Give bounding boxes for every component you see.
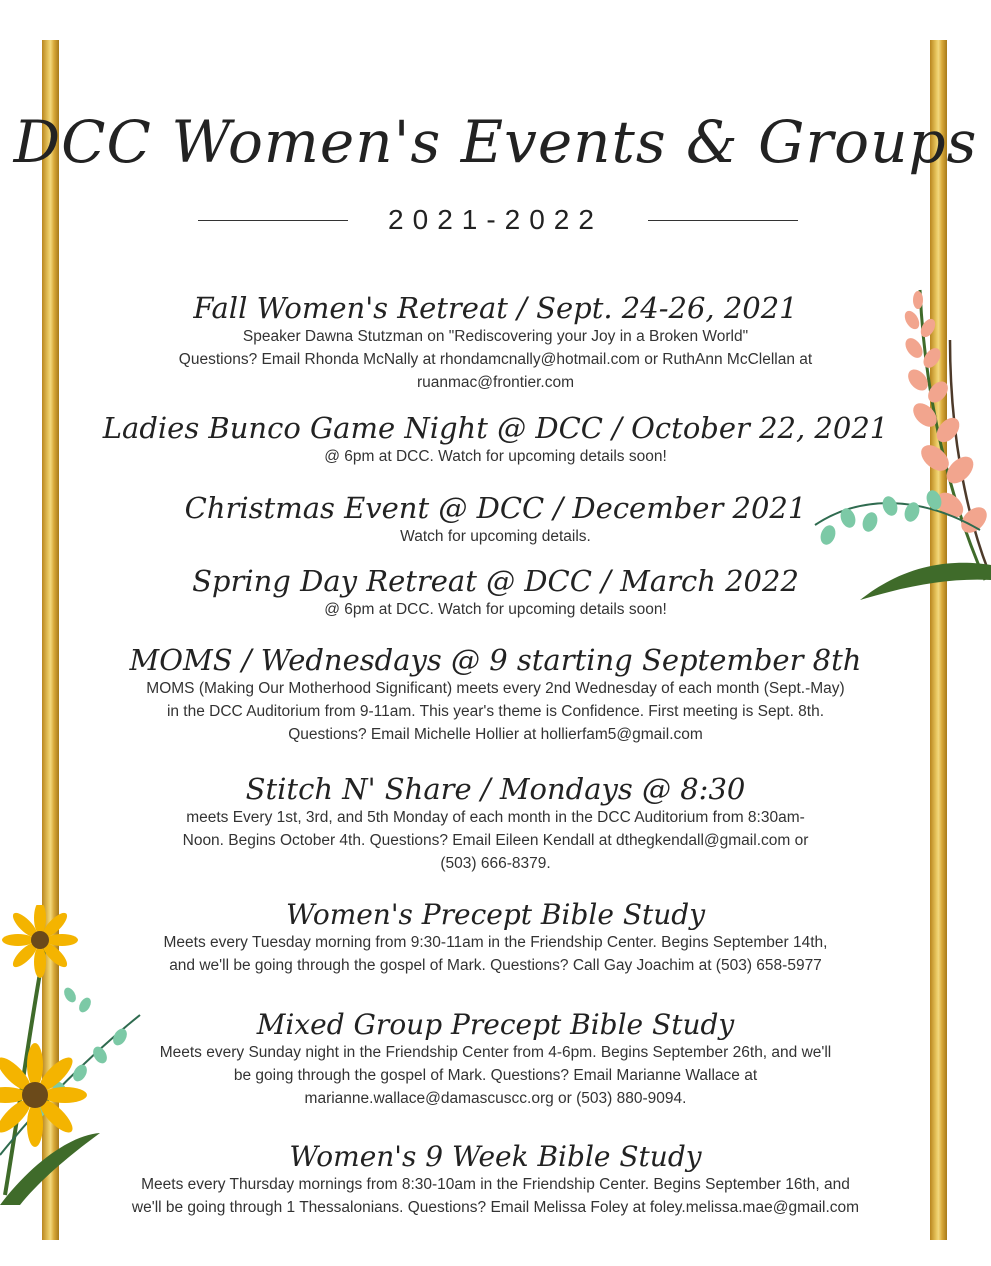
event-9-week-study: [100, 1142, 891, 1219]
event-line: Questions? Email Rhonda McNally at rhondamcnally@hotmail.com or RuthAnn McClellan at: [178, 350, 813, 368]
event-line: Meets every Thursday mornings from 8:30-10am in the Friendship Center. Begins September 16th, and: [141, 1175, 850, 1193]
year-divider-right: [648, 220, 798, 221]
event-stitch-n-share: [100, 774, 891, 875]
event-line: be going through the gospel of Mark. Questions? Email Marianne Wallace at: [233, 1066, 758, 1084]
event-title: Stitch N' Share / Mondays @ 8:30: [245, 772, 746, 806]
event-line: meets Every 1st, 3rd, and 5th Monday of each month in the DCC Auditorium from 8:30am-: [186, 808, 805, 826]
event-womens-precept: [100, 900, 891, 977]
event-line: @ 6pm at DCC. Watch for upcoming details soon!: [324, 600, 667, 618]
event-line: Meets every Tuesday morning from 9:30-11am in the Friendship Center. Begins September 14th,: [163, 933, 828, 951]
event-mixed-precept: [100, 1010, 891, 1110]
event-line: Noon. Begins October 4th. Questions? Email Eileen Kendall at dthegkendall@gmail.com or: [182, 831, 809, 849]
event-title: MOMS / Wednesdays @ 9 starting September 8th: [129, 643, 862, 677]
event-line: Speaker Dawna Stutzman on "Rediscovering your Joy in a Broken World": [242, 327, 749, 345]
page-title: DCC Women's Events & Groups: [13, 108, 978, 176]
event-moms: [100, 645, 891, 746]
event-title: Mixed Group Precept Bible Study: [256, 1008, 735, 1041]
event-line: marianne.wallace@damascuscc.org or (503) 880-9094.: [304, 1089, 687, 1107]
year-label: 2021-2022: [388, 204, 603, 235]
event-christmas: [100, 493, 891, 548]
event-line: MOMS (Making Our Motherhood Significant) meets every 2nd Wednesday of each month (Sept.-May): [146, 679, 845, 697]
event-title: Women's 9 Week Bible Study: [289, 1140, 702, 1173]
year-row: [0, 200, 991, 240]
event-title: Ladies Bunco Game Night @ DCC / October 22, 2021: [102, 411, 889, 445]
event-line: Watch for upcoming details.: [400, 527, 591, 545]
event-line: we'll be going through 1 Thessalonians. Questions? Email Melissa Foley at foley.melissa.mae@gmail.com: [131, 1198, 860, 1216]
event-line: (503) 666-8379.: [440, 854, 551, 872]
event-title: Fall Women's Retreat / Sept. 24-26, 2021: [193, 291, 798, 325]
event-line: and we'll be going through the gospel of Mark. Questions? Call Gay Joachim at (503) 658-5977: [169, 956, 822, 974]
event-line: @ 6pm at DCC. Watch for upcoming details soon!: [324, 447, 667, 465]
event-bunco-night: [100, 413, 891, 468]
event-title: Christmas Event @ DCC / December 2021: [184, 491, 807, 525]
event-line: ruanmac@frontier.com: [416, 373, 574, 391]
event-title: Spring Day Retreat @ DCC / March 2022: [192, 564, 799, 598]
event-line: in the DCC Auditorium from 9-11am. This year's theme is Confidence. First meeting is Sept. 8th.: [166, 702, 825, 720]
event-spring-retreat: [100, 566, 891, 621]
event-title: Women's Precept Bible Study: [285, 898, 706, 931]
event-line: Meets every Sunday night in the Friendship Center from 4-6pm. Begins September 26th, and we'll: [159, 1043, 832, 1061]
event-line: Questions? Email Michelle Hollier at hollierfam5@gmail.com: [288, 725, 703, 743]
event-fall-womens-retreat: [100, 293, 891, 394]
